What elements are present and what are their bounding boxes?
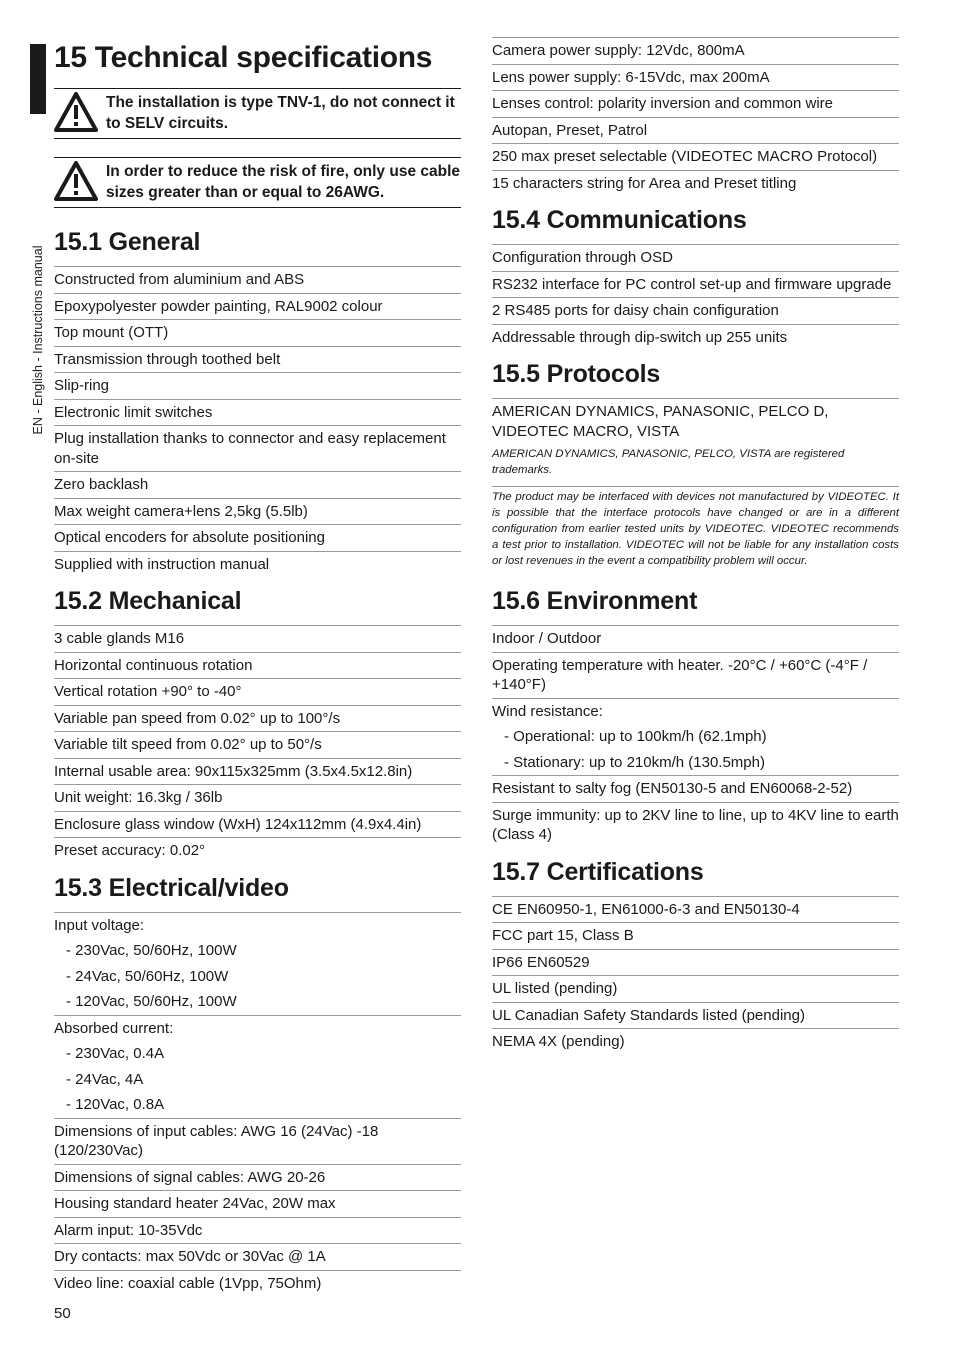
- warning-box-fire: [54, 157, 461, 208]
- list-item: Zero backlash: [54, 472, 461, 499]
- protocols-text: AMERICAN DYNAMICS, PANASONIC, PELCO D, VIDEOTEC MACRO, VISTA: [492, 403, 829, 440]
- communications-list: [492, 244, 899, 350]
- list-item: Video line: coaxial cable (1Vpp, 75Ohm): [54, 1274, 322, 1292]
- side-marker-bar: [30, 44, 46, 114]
- list-item: Supplied with instruction manual: [54, 555, 270, 573]
- list-subitem: - Stationary: up to 210km/h (130.5mph): [504, 753, 765, 771]
- section-heading-environment: 15.6 Environment: [492, 587, 698, 615]
- list-item: Lens power supply: 6-15Vdc, max 200mA: [492, 65, 899, 92]
- section-heading-electrical: 15.3 Electrical/video: [54, 873, 289, 902]
- environment-list: [492, 625, 899, 848]
- list-item: NEMA 4X (pending): [492, 1033, 625, 1050]
- list-item: Indoor / Outdoor: [492, 626, 899, 653]
- list-item: Vertical rotation +90° to -40°: [54, 679, 461, 706]
- group-label: Input voltage:: [54, 916, 145, 934]
- list-subitem: - 24Vac, 50/60Hz, 100W: [66, 967, 229, 985]
- absorbed-current-group: [54, 1016, 461, 1119]
- list-subitem: - 230Vac, 50/60Hz, 100W: [66, 942, 237, 959]
- mechanical-list: [54, 625, 461, 864]
- list-item: Addressable through dip-switch up 255 units: [492, 328, 788, 346]
- list-item: Plug installation thanks to connector and easy replacement on-site: [54, 426, 461, 472]
- list-item: Configuration through OSD: [492, 245, 899, 272]
- list-item: Electronic limit switches: [54, 400, 461, 427]
- list-subitem: - Operational: up to 100km/h (62.1mph): [504, 728, 767, 745]
- warning-box-tnv: [54, 88, 461, 139]
- list-item: Camera power supply: 12Vdc, 800mA: [492, 38, 899, 65]
- list-item: UL Canadian Safety Standards listed (pending): [492, 1003, 899, 1030]
- list-item: Alarm input: 10-35Vdc: [54, 1218, 461, 1245]
- section-heading-mechanical: 15.2 Mechanical: [54, 587, 242, 615]
- list-item: Autopan, Preset, Patrol: [492, 118, 899, 145]
- list-item: 250 max preset selectable (VIDEOTEC MACRO Protocol): [492, 144, 899, 171]
- list-item: Dimensions of input cables: AWG 16 (24Vac) -18 (120/230Vac): [54, 1119, 461, 1165]
- list-subitem: - 24Vac, 4A: [66, 1070, 144, 1088]
- list-item: 15 characters string for Area and Preset titling: [492, 174, 797, 192]
- list-item: Variable tilt speed from 0.02° up to 50°/s: [54, 732, 461, 759]
- electrical-list: [54, 912, 461, 1297]
- list-item: Enclosure glass window (WxH) 124x112mm (4.9x4.4in): [54, 812, 461, 839]
- wind-resistance-group: [492, 699, 899, 777]
- section-heading-communications: 15.4 Communications: [492, 206, 747, 234]
- warning-text: The installation is type TNV-1, do not connect it to SELV circuits.: [106, 94, 455, 132]
- warning-text: In order to reduce the risk of fire, only use cable sizes greater than or equal to 26AWG.: [106, 163, 461, 201]
- warning-triangle-icon: [54, 160, 98, 202]
- warning-triangle-icon: [54, 91, 98, 133]
- list-item: Operating temperature with heater. -20°C / +60°C (-4°F / +140°F): [492, 653, 899, 699]
- list-subitem: - 230Vac, 0.4A: [66, 1045, 165, 1062]
- list-item: Transmission through toothed belt: [54, 347, 461, 374]
- general-list: [54, 266, 461, 577]
- left-column: [54, 0, 461, 1296]
- list-item: Resistant to salty fog (EN50130-5 and EN60068-2-52): [492, 776, 899, 803]
- list-item: Variable pan speed from 0.02° up to 100°/s: [54, 706, 461, 733]
- certifications-list: [492, 896, 899, 1055]
- list-item: Epoxypolyester powder painting, RAL9002 colour: [54, 294, 461, 321]
- list-item: Housing standard heater 24Vac, 20W max: [54, 1191, 461, 1218]
- compatibility-note: The product may be interfaced with devices not manufactured by VIDEOTEC. It is possible that the interface protocols have changed or are in a different configuration from earlier tested units by VIDEOTEC. VIDEOTEC recommends a test prior to installation. VIDEOTEC will not be liable for any installation costs or lost revenues in the event a compatibility problem will occur.: [492, 486, 899, 573]
- list-item: 3 cable glands M16: [54, 626, 461, 653]
- list-item: Unit weight: 16.3kg / 36lb: [54, 785, 461, 812]
- list-item: Max weight camera+lens 2,5kg (5.5lb): [54, 499, 461, 526]
- list-item: Surge immunity: up to 2KV line to line, up to 4KV line to earth (Class 4): [492, 806, 899, 843]
- list-item: Preset accuracy: 0.02°: [54, 842, 206, 859]
- right-column: [492, 37, 899, 1055]
- list-item: Top mount (OTT): [54, 320, 461, 347]
- list-item: IP66 EN60529: [492, 950, 899, 977]
- list-item: UL listed (pending): [492, 976, 899, 1003]
- section-heading-protocols: 15.5 Protocols: [492, 360, 661, 388]
- list-item: FCC part 15, Class B: [492, 923, 899, 950]
- list-item: Dry contacts: max 50Vdc or 30Vac @ 1A: [54, 1244, 461, 1271]
- trademark-note: AMERICAN DYNAMICS, PANASONIC, PELCO, VISTA are registered trademarks.: [492, 448, 845, 476]
- protocols-list: [492, 398, 899, 444]
- list-item: CE EN60950-1, EN61000-6-3 and EN50130-4: [492, 897, 899, 924]
- electrical-continued-list: [492, 37, 899, 196]
- list-subitem: - 120Vac, 0.8A: [66, 1096, 165, 1113]
- list-item: Lenses control: polarity inversion and common wire: [492, 91, 899, 118]
- side-label: EN - English - Instructions manual: [31, 245, 45, 435]
- page-number: 50: [54, 1305, 71, 1322]
- page-title: 15 Technical specifications: [54, 41, 433, 74]
- list-item: Internal usable area: 90x115x325mm (3.5x4.5x12.8in): [54, 759, 461, 786]
- list-item: Optical encoders for absolute positioning: [54, 525, 461, 552]
- list-item: Slip-ring: [54, 373, 461, 400]
- list-item: 2 RS485 ports for daisy chain configuration: [492, 298, 899, 325]
- group-label: Absorbed current:: [54, 1019, 174, 1037]
- list-item: Horizontal continuous rotation: [54, 653, 461, 680]
- section-heading-general: 15.1 General: [54, 228, 201, 256]
- list-item: Constructed from aluminium and ABS: [54, 267, 461, 294]
- list-item: Dimensions of signal cables: AWG 20-26: [54, 1165, 461, 1192]
- group-label: Wind resistance:: [492, 702, 603, 720]
- section-heading-certifications: 15.7 Certifications: [492, 857, 704, 886]
- list-item: RS232 interface for PC control set-up and firmware upgrade: [492, 272, 899, 299]
- list-subitem: - 120Vac, 50/60Hz, 100W: [66, 993, 237, 1010]
- input-voltage-group: [54, 913, 461, 1016]
